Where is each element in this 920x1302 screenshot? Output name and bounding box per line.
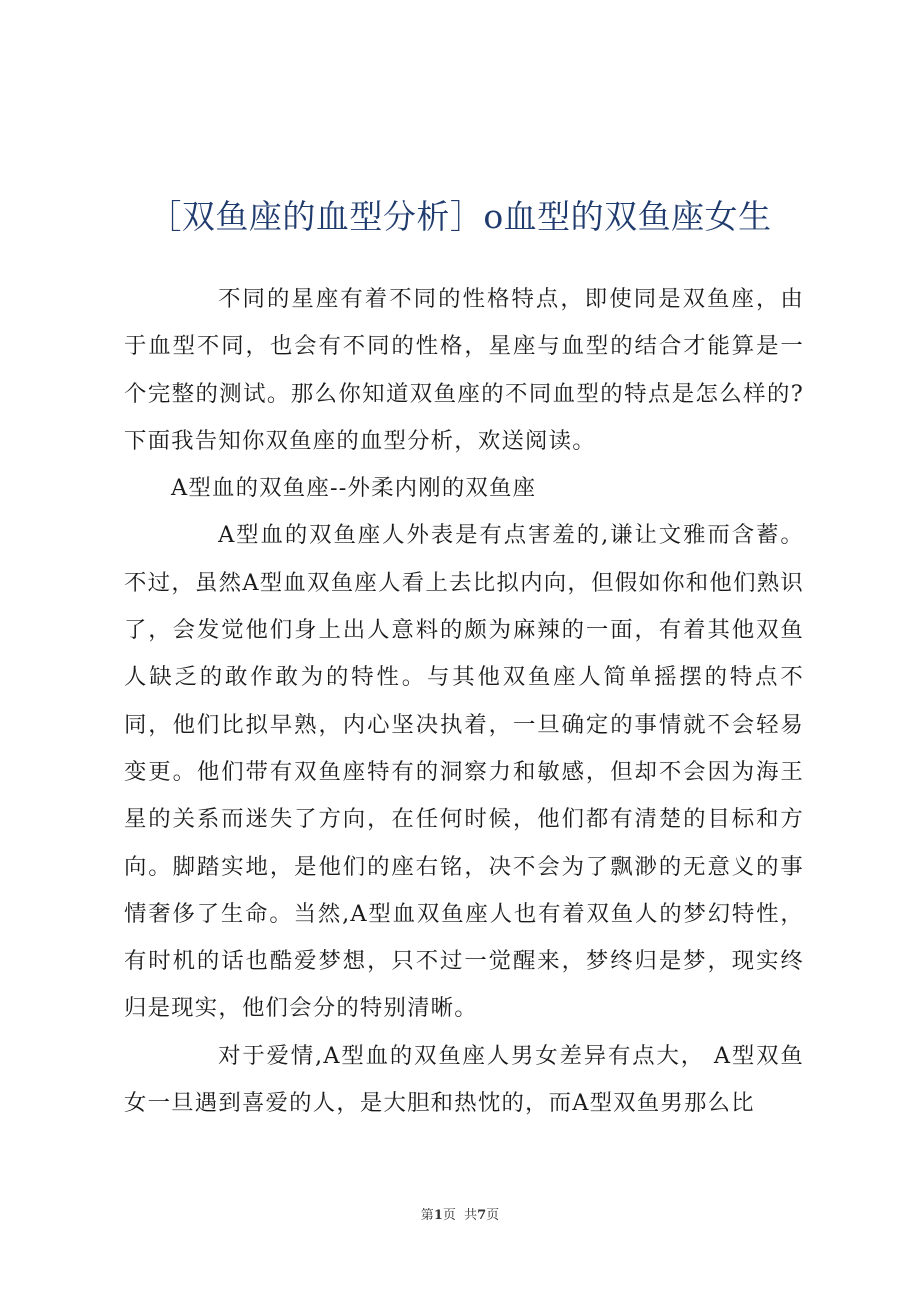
page-footer — [0, 1206, 920, 1226]
document-body — [124, 276, 804, 1127]
footer-total-pages: 7 — [477, 1208, 487, 1223]
footer-mid: 页 共 — [442, 1208, 478, 1223]
document-title: ［双鱼座的血型分析］o血型的双鱼座女生 — [148, 197, 772, 236]
footer-prefix: 第 — [420, 1208, 434, 1223]
type-a-paragraph: A型血的双鱼座人外表是有点害羞的,谦让文雅而含蓄。不过，虽然A型血双鱼座人看上去比拟内向，但假如你和他们熟识了，会发觉他们身上出人意料的颇为麻辣的一面，有着其他双鱼人缺乏的敢作敢为的特性。与其他双鱼座人简单摇摆的特点不同，他们比拟早熟，内心坚决执着，一旦确定的事情就不会轻易变更。他们带有双鱼座特有的洞察力和敏感，但却不会因为海王星的关系而迷失了方向，在任何时候，他们都有清楚的目标和方向。脚踏实地，是他们的座右铭，决不会为了飘渺的无意义的事情奢侈了生命。当然,A型血双鱼座人也有着双鱼人的梦幻特性，有时机的话也酷爱梦想，只不过一觉醒来，梦终归是梦，现实终归是现实，他们会分的特别清晰。 — [124, 522, 804, 1022]
intro-paragraph: 不同的星座有着不同的性格特点，即使同是双鱼座，由于血型不同，也会有不同的性格，星座与血型的结合才能算是一个完整的测试。那么你知道双鱼座的不同血型的特点是怎么样的?下面我告知你双鱼座的血型分析，欢送阅读。 — [124, 286, 804, 454]
love-paragraph: 对于爱情,A型血的双鱼座人男女差异有点大， A型双鱼女一旦遇到喜爱的人，是大胆和热忱的，而A型双鱼男那么比 — [124, 1042, 804, 1117]
footer-current-page: 1 — [433, 1208, 443, 1223]
section-heading-type-a: A型血的双鱼座--外柔内刚的双鱼座 — [171, 475, 537, 502]
footer-suffix: 页 — [486, 1208, 500, 1223]
